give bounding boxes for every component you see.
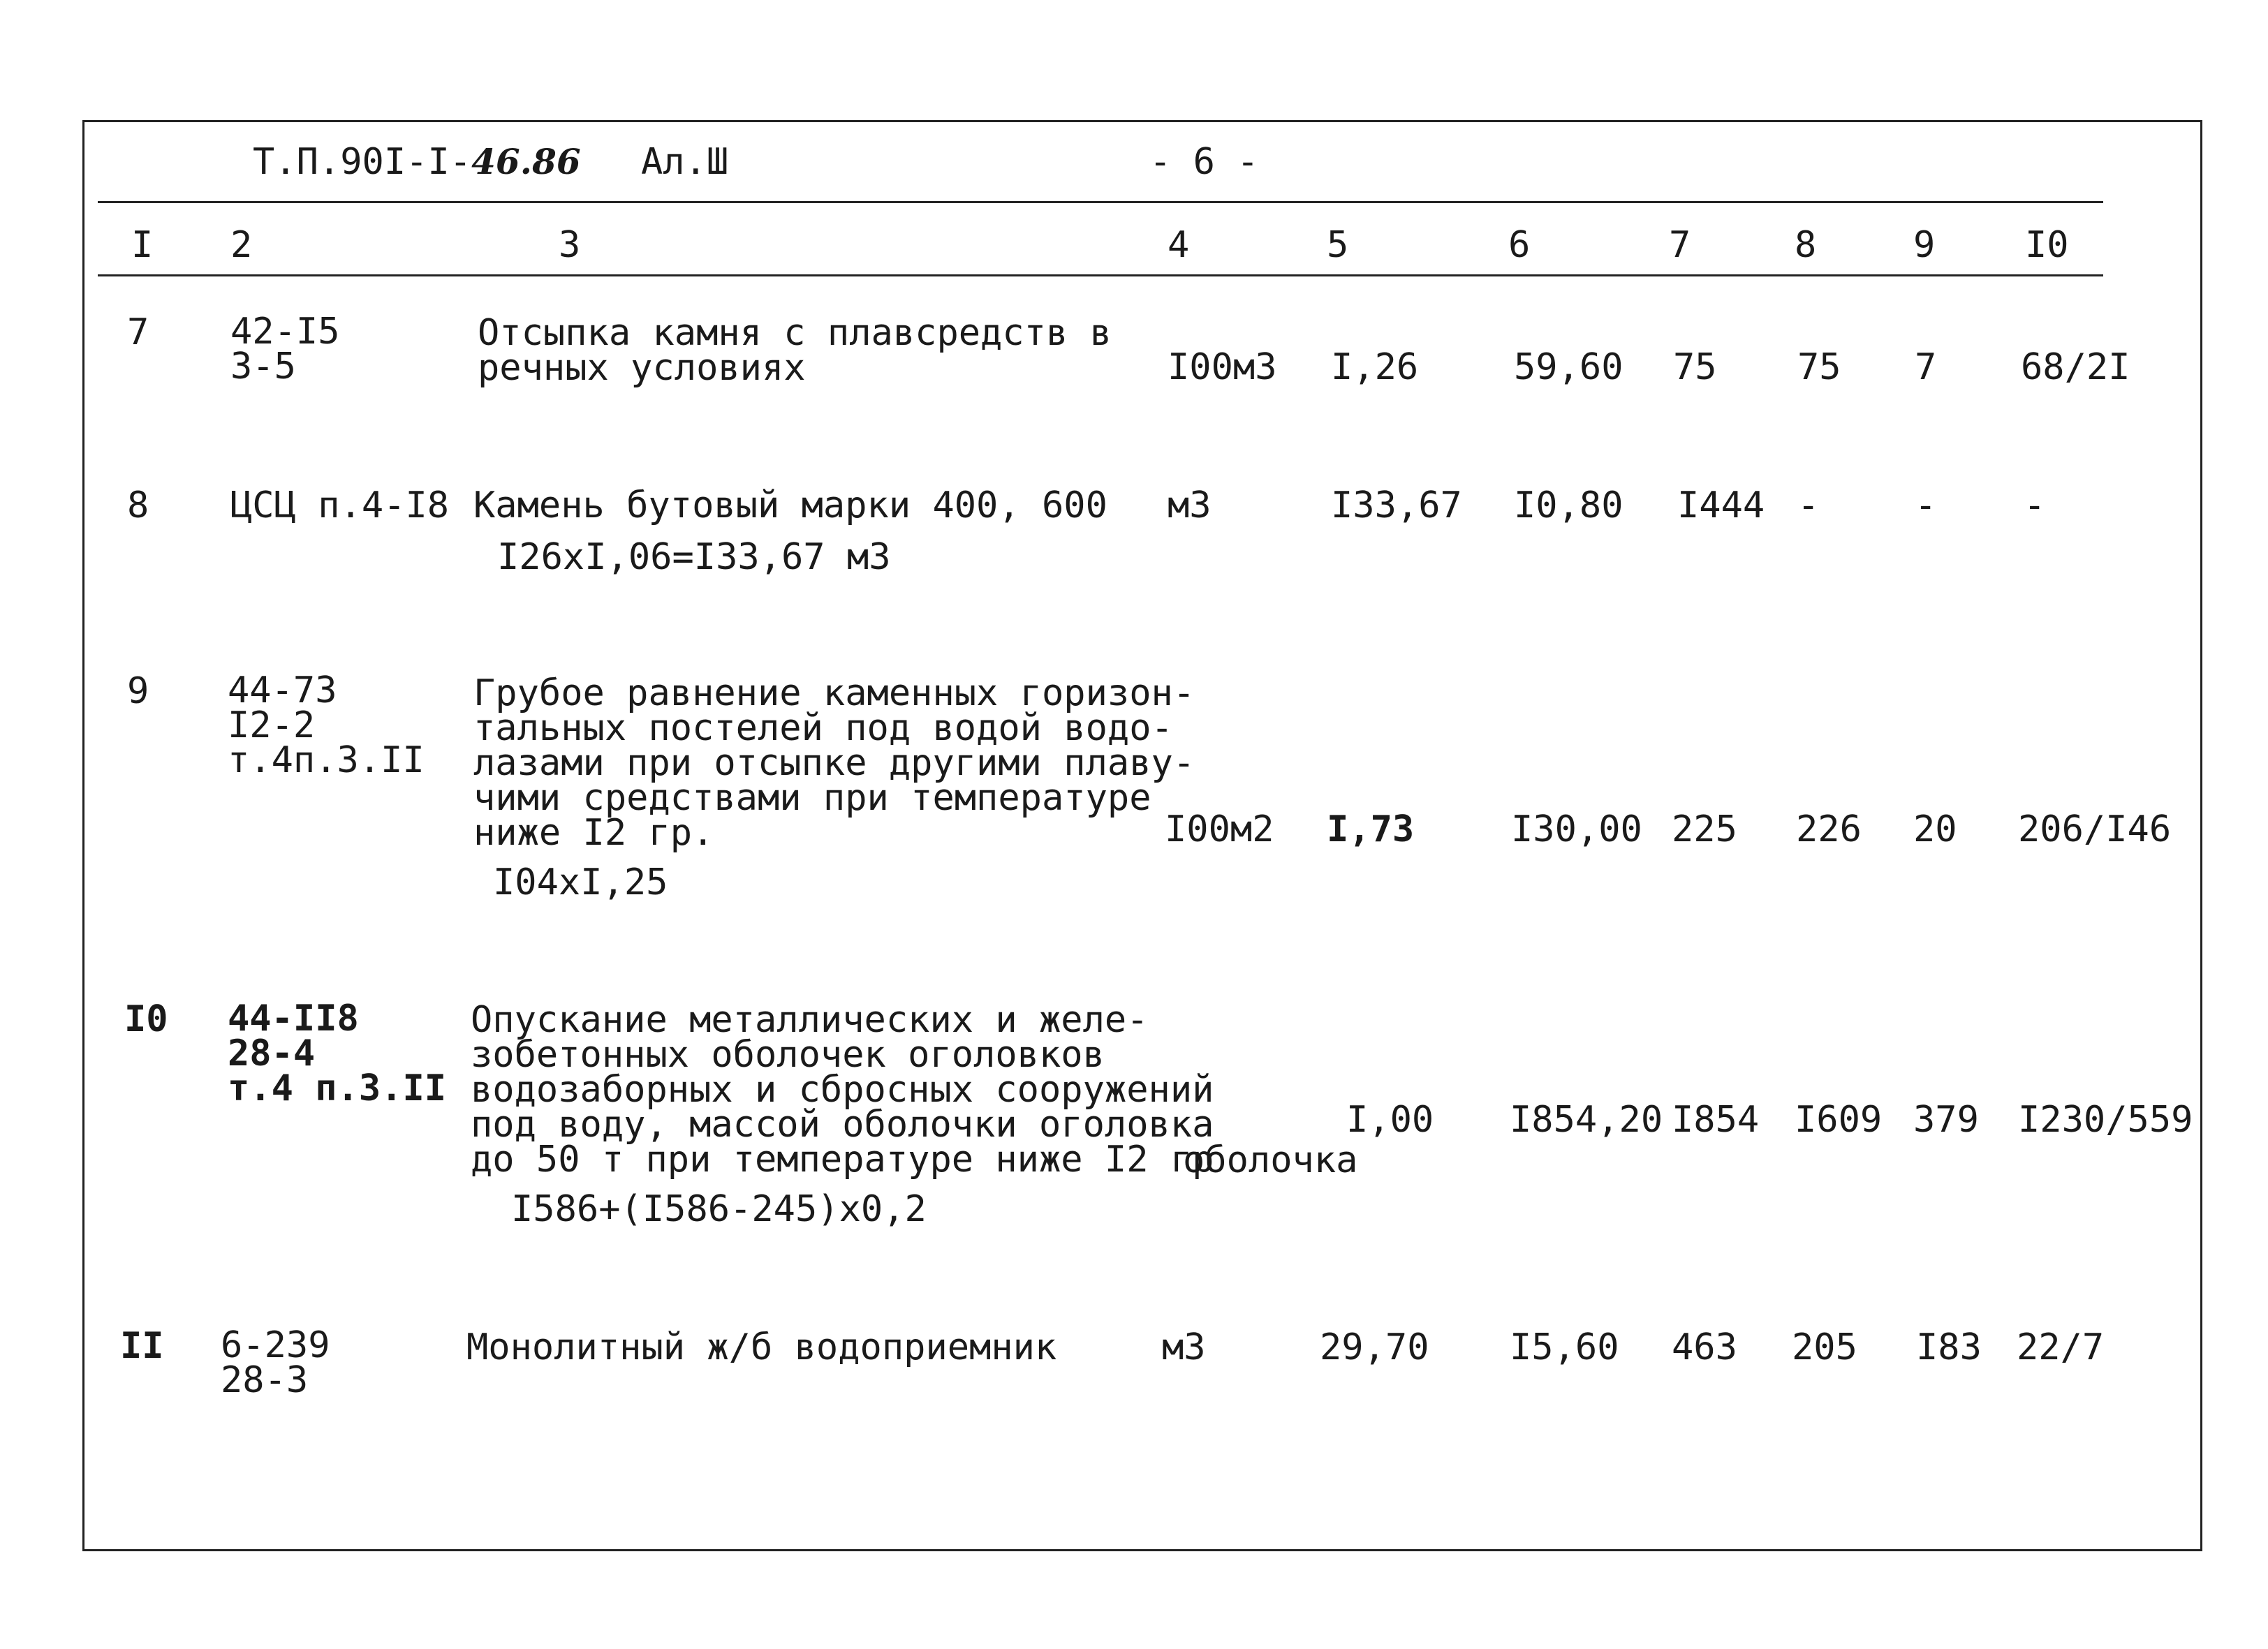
album-label: Ал.Ш xyxy=(641,141,729,183)
row-code: 6-239 28-3 xyxy=(221,1324,330,1401)
row-calculation: I04хI,25 xyxy=(493,862,668,903)
row-col10: - xyxy=(2024,485,2046,526)
row-col8: I609 xyxy=(1795,1099,1883,1141)
column-header: 8 xyxy=(1795,224,1817,266)
row-col8: 75 xyxy=(1797,346,1841,388)
row-price: I854,20 xyxy=(1510,1099,1663,1141)
column-header: 7 xyxy=(1669,224,1691,266)
row-unit: I00м3 xyxy=(1168,346,1277,388)
row-col10: 68/2I xyxy=(2021,346,2130,388)
row-number: 7 xyxy=(127,311,149,353)
row-col8: - xyxy=(1797,485,1820,526)
row-col9: 20 xyxy=(1913,808,1957,850)
row-inline-unit: оболочка xyxy=(1183,1139,1358,1181)
column-header: 4 xyxy=(1168,224,1190,266)
row-price: I5,60 xyxy=(1510,1326,1619,1368)
row-number: 9 xyxy=(127,670,149,712)
row-description: Монолитный ж/б водоприемник xyxy=(466,1326,1057,1368)
row-col10: 206/I46 xyxy=(2018,808,2172,850)
row-code: 42-I5 3-5 xyxy=(230,311,340,387)
row-description: Грубое равнение каменных горизон- тальных постелей под водой водо- лазами при отсыпке другими плаву- чими средствами при температуре ниже I2 гр. xyxy=(473,672,1195,854)
column-header: I0 xyxy=(2025,224,2069,266)
row-calculation: I26хI,06=I33,67 м3 xyxy=(497,536,891,578)
row-description: Опускание металлических и желе- зобетонных оболочек оголовков водозаборных и сбросных сооружений под воду, массой оболочки оголовка до 50 т при температуре ниже I2 гр xyxy=(471,999,1214,1181)
row-code: 44-73 I2-2 т.4п.3.II xyxy=(228,670,425,781)
row-col9: 379 xyxy=(1913,1099,1979,1141)
row-col7: I854 xyxy=(1672,1099,1760,1141)
row-unit: м3 xyxy=(1162,1326,1206,1368)
column-header: 6 xyxy=(1508,224,1531,266)
column-header-divider xyxy=(98,274,2103,276)
row-number: II xyxy=(120,1325,164,1367)
column-header: I xyxy=(131,224,154,266)
row-code: 44-II8 28-4 т.4 п.3.II xyxy=(228,998,447,1109)
doc-code-typed: Т.П.90I-I- xyxy=(253,141,472,183)
column-header: 5 xyxy=(1327,224,1349,266)
doc-code xyxy=(253,141,581,183)
row-col9: 7 xyxy=(1915,346,1937,388)
row-col7: 225 xyxy=(1672,808,1737,850)
column-header: 2 xyxy=(230,224,253,266)
row-code: ЦСЦ п.4-I8 xyxy=(230,485,450,526)
column-header: 3 xyxy=(559,224,581,266)
row-quantity: 29,70 xyxy=(1320,1326,1429,1368)
row-col10: I230/559 xyxy=(2018,1099,2193,1141)
row-price: 59,60 xyxy=(1514,346,1623,388)
row-unit: I00м2 xyxy=(1165,808,1274,850)
row-quantity: I33,67 xyxy=(1331,485,1462,526)
row-number: 8 xyxy=(127,485,149,526)
row-number: I0 xyxy=(124,998,168,1040)
row-description: Отсыпка камня с плавсредств в речных условиях xyxy=(478,312,1112,389)
row-col7: 75 xyxy=(1673,346,1717,388)
row-quantity: I,26 xyxy=(1331,346,1419,388)
row-col9: - xyxy=(1915,485,1937,526)
column-header: 9 xyxy=(1913,224,1936,266)
row-calculation: I586+(I586-245)х0,2 xyxy=(511,1188,927,1230)
row-col7: I444 xyxy=(1677,485,1765,526)
page-number: - 6 - xyxy=(1149,141,1259,183)
row-price: I0,80 xyxy=(1514,485,1623,526)
row-col7: 463 xyxy=(1672,1326,1737,1368)
row-description: Камень бутовый марки 400, 600 xyxy=(473,485,1107,526)
row-col8: 205 xyxy=(1792,1326,1857,1368)
header-divider xyxy=(98,201,2103,203)
row-col10: 22/7 xyxy=(2017,1326,2105,1368)
row-price: I30,00 xyxy=(1511,808,1642,850)
row-col8: 226 xyxy=(1796,808,1862,850)
row-unit: м3 xyxy=(1168,485,1212,526)
row-col9: I83 xyxy=(1916,1326,1982,1368)
row-quantity: I,00 xyxy=(1346,1099,1434,1141)
row-quantity: I,73 xyxy=(1327,808,1415,850)
doc-code-handwritten: 46.86 xyxy=(471,141,581,182)
